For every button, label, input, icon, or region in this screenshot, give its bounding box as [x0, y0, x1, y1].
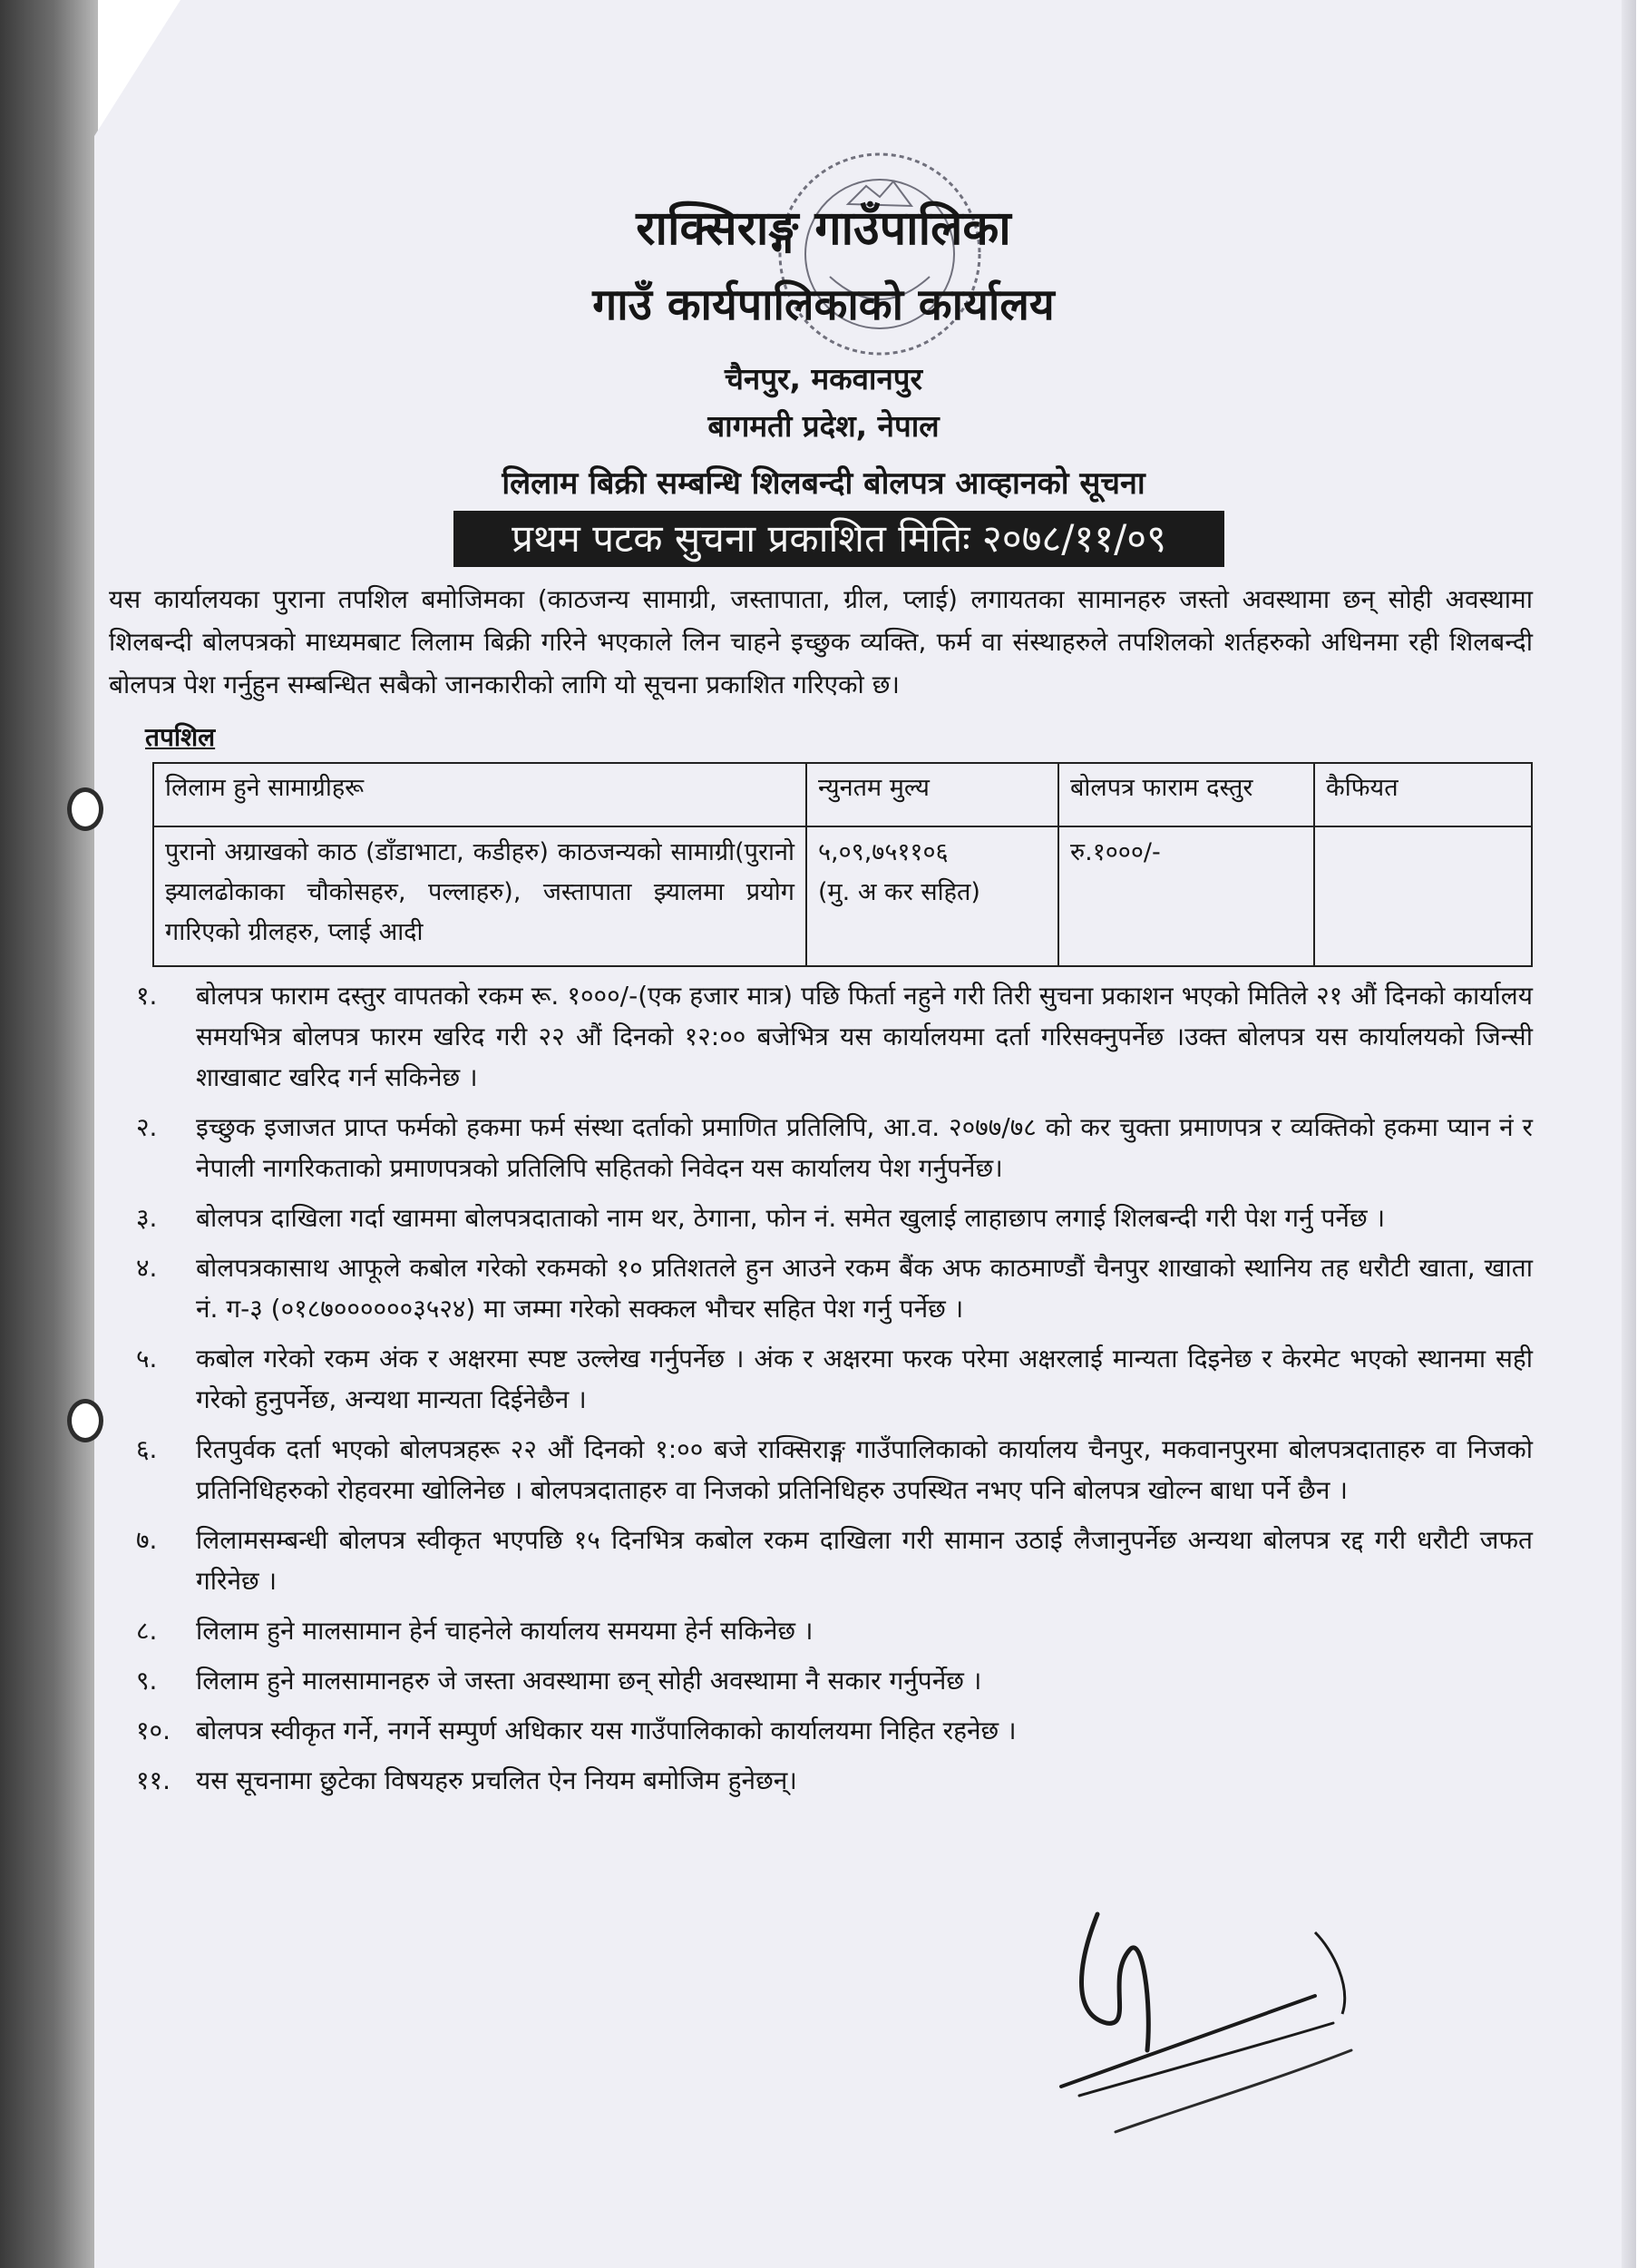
- term-number: १०.: [136, 1716, 171, 1745]
- term-text: बोलपत्र स्वीकृत गर्ने, नगर्ने सम्पुर्ण अधिकार यस गाउँपालिकाको कार्यालयमा निहित रहनेछ ।: [196, 1716, 1017, 1745]
- list-item: [118, 1610, 1533, 1651]
- column-header-remarks: कैफियत: [1314, 763, 1532, 826]
- column-header-min-price: न्युनतम मुल्य: [806, 763, 1058, 826]
- signature: [1043, 1878, 1424, 2168]
- cell-min-price: [806, 826, 1058, 966]
- list-item: [118, 1338, 1533, 1420]
- list-item: [118, 1660, 1533, 1701]
- term-number: ९.: [136, 1666, 158, 1696]
- term-text: बोलपत्र दाखिला गर्दा खाममा बोलपत्रदाताको नाम थर, ठेगाना, फोन नं. समेत खुलाई लाहाछाप लगाई शिलबन्दी गरी पेश गर्नु पर्नेछ ।: [196, 1203, 1386, 1233]
- scanner-background: [0, 0, 98, 2268]
- term-text: बोलपत्र फाराम दस्तुर वापतको रकम रू. १०००/-(एक हजार मात्र) पछि फिर्ता नहुने गरी तिरी सुचना प्रकाशन भएको मितिले २१ औं दिनको कार्यालय समयभित्र बोलपत्र फारम खरिद गरी २२ औं दिनको १२:०० बजेभित्र यस कार्यालयमा दर्ता गरिसक्नुपर्नेछ ।उक्त बोलपत्र यस कार्यालयको जिन्सी शाखाबाट खरिद गर्न सकिनेछ ।: [196, 981, 1533, 1092]
- term-text: यस सूचनामा छुटेका विषयहरु प्रचलित ऐन नियम बमोजिम हुनेछन्।: [196, 1765, 797, 1795]
- table-row: [153, 826, 1532, 966]
- list-item: [118, 1107, 1533, 1188]
- term-text: इच्छुक इजाजत प्राप्त फर्मको हकमा फर्म संस्था दर्ताको प्रमाणित प्रतिलिपि, आ.व. २०७७/७८ को कर चुक्ता प्रमाणपत्र र व्यक्तिको हकमा प्यान नं र नेपाली नागरिकताको प्रमाणपत्रको प्रतिलिपि सहितको निवेदन यस कार्यालय पेश गर्नुपर्नेछ।: [196, 1112, 1533, 1183]
- list-item: [118, 975, 1533, 1098]
- province-name: बागमती प्रदेश, नेपाल: [707, 408, 940, 444]
- cell-remarks: [1314, 826, 1532, 966]
- notice-title: लिलाम बिक्री सम्बन्धि शिलबन्दी बोलपत्र आव्हानको सूचना: [502, 465, 1145, 502]
- term-text: लिलाम हुने मालसामानहरु जे जस्ता अवस्थामा छन् सोही अवस्थामा नै सकार गर्नुपर्नेछ ।: [196, 1666, 982, 1696]
- intro-paragraph: यस कार्यालयका पुराना तपशिल बमोजिमका (काठजन्य सामाग्री, जस्तापाता, ग्रील, प्लाई) लगायतका सामानहरु जस्तो अवस्थामा छन् सोही अवस्थामा शिलबन्दी बोलपत्रको माध्यमबाट लिलाम बिक्री गरिने भएकाले लिन चाहने इच्छुक व्यक्ति, फर्म वा संस्थाहरुले तपशिलको शर्तहरुको अधिनमा रही शिलबन्दी बोलपत्र पेश गर्नुहुन सम्बन्धित सबैको जानकारीको लागि यो सूचना प्रकाशित गरिएको छ।: [109, 584, 1533, 699]
- list-item: [118, 1520, 1533, 1601]
- office-name: गाउँ कार्यपालिकाको कार्यालय: [592, 279, 1055, 330]
- term-text: रितपुर्वक दर्ता भएको बोलपत्रहरू २२ औं दिनको १:०० बजे राक्सिराङ्ग गाउँपालिकाको कार्यालय चैनपुर, मकवानपुरमा बोलपत्रदाताहरु वा निजको प्रतिनिधिहरुको रोहवरमा खोलिनेछ । बोलपत्रदाताहरु वा निजको प्रतिनिधिहरु उपस्थित नभए पनि बोलपत्र खोल्न बाधा पर्ने छैन ।: [196, 1434, 1533, 1505]
- terms-list: [118, 975, 1533, 1810]
- term-number: ५.: [136, 1344, 158, 1374]
- term-text: बोलपत्रकासाथ आफूले कबोल गरेको रकमको १० प्रतिशतले हुन आउने रकम बैंक अफ काठमाण्डौं चैनपुर शाखाको स्थानिय तह धरौटी खाता, खाता नं. ग-३ (०१८७००००००३५२४) मा जम्मा गरेको सक्कल भौचर सहित पेश गर्नु पर्नेछ ।: [196, 1253, 1533, 1324]
- page-edge: [1622, 0, 1636, 2268]
- column-header-items: लिलाम हुने सामाग्रीहरू: [153, 763, 806, 826]
- column-header-form-fee: बोलपत्र फाराम दस्तुर: [1058, 763, 1314, 826]
- office-address: चैनपुर, मकवानपुर: [724, 361, 923, 396]
- term-text: लिलामसम्बन्धी बोलपत्र स्वीकृत भएपछि १५ दिनभित्र कबोल रकम दाखिला गरी सामान उठाई लैजानुपर्नेछ अन्यथा बोलपत्र रद्द गरी धरौटी जफत गरिनेछ ।: [196, 1525, 1533, 1596]
- list-item: [118, 1429, 1533, 1510]
- term-number: १.: [136, 981, 158, 1011]
- term-number: ६.: [136, 1434, 158, 1464]
- municipality-name: राक्सिराङ्ग गाउँपालिका: [636, 201, 1011, 256]
- term-number: ७.: [136, 1525, 158, 1555]
- punch-hole: [67, 1399, 103, 1442]
- list-item: [118, 1710, 1533, 1751]
- term-number: २.: [136, 1112, 158, 1142]
- term-text: लिलाम हुने मालसामान हेर्न चाहनेले कार्यालय समयमा हेर्न सकिनेछ ।: [196, 1616, 814, 1646]
- punch-hole: [67, 787, 103, 831]
- min-price-note: (मु. अ कर सहित): [818, 878, 980, 906]
- auction-items-table: [152, 762, 1533, 967]
- list-item: [118, 1247, 1533, 1329]
- term-number: ८.: [136, 1616, 158, 1646]
- list-item: [118, 1198, 1533, 1238]
- term-number: ११.: [136, 1765, 171, 1795]
- schedule-heading: तपशिल: [145, 722, 216, 752]
- term-text: कबोल गरेको रकम अंक र अक्षरमा स्पष्ट उल्लेख गर्नुपर्नेछ । अंक र अक्षरमा फरक परेमा अक्षरलाई मान्यता दिइनेछ र केरमेट भएको स्थानमा सही गरेको हुनुपर्नेछ, अन्यथा मान्यता दिईनेछैन ।: [196, 1344, 1533, 1414]
- list-item: [118, 1760, 1533, 1801]
- cell-items: पुरानो अग्राखको काठ (डाँडाभाटा, कडीहरु) काठजन्यको सामाग्री(पुरानो झ्यालढोकाका चौकोसहरु, पल्लाहरु), जस्तापाता झ्यालमा प्रयोग गारिएको ग्रीलहरु, प्लाई आदी: [153, 826, 806, 966]
- cell-form-fee: रु.१०००/-: [1058, 826, 1314, 966]
- publish-date-banner: प्रथम पटक सुचना प्रकाशित मितिः २०७८/११/०९: [453, 511, 1224, 567]
- term-number: ४.: [136, 1253, 158, 1283]
- term-number: ३.: [136, 1203, 158, 1233]
- min-price-value: ५,०९,७५११०६: [818, 838, 949, 866]
- table-header-row: [153, 763, 1532, 826]
